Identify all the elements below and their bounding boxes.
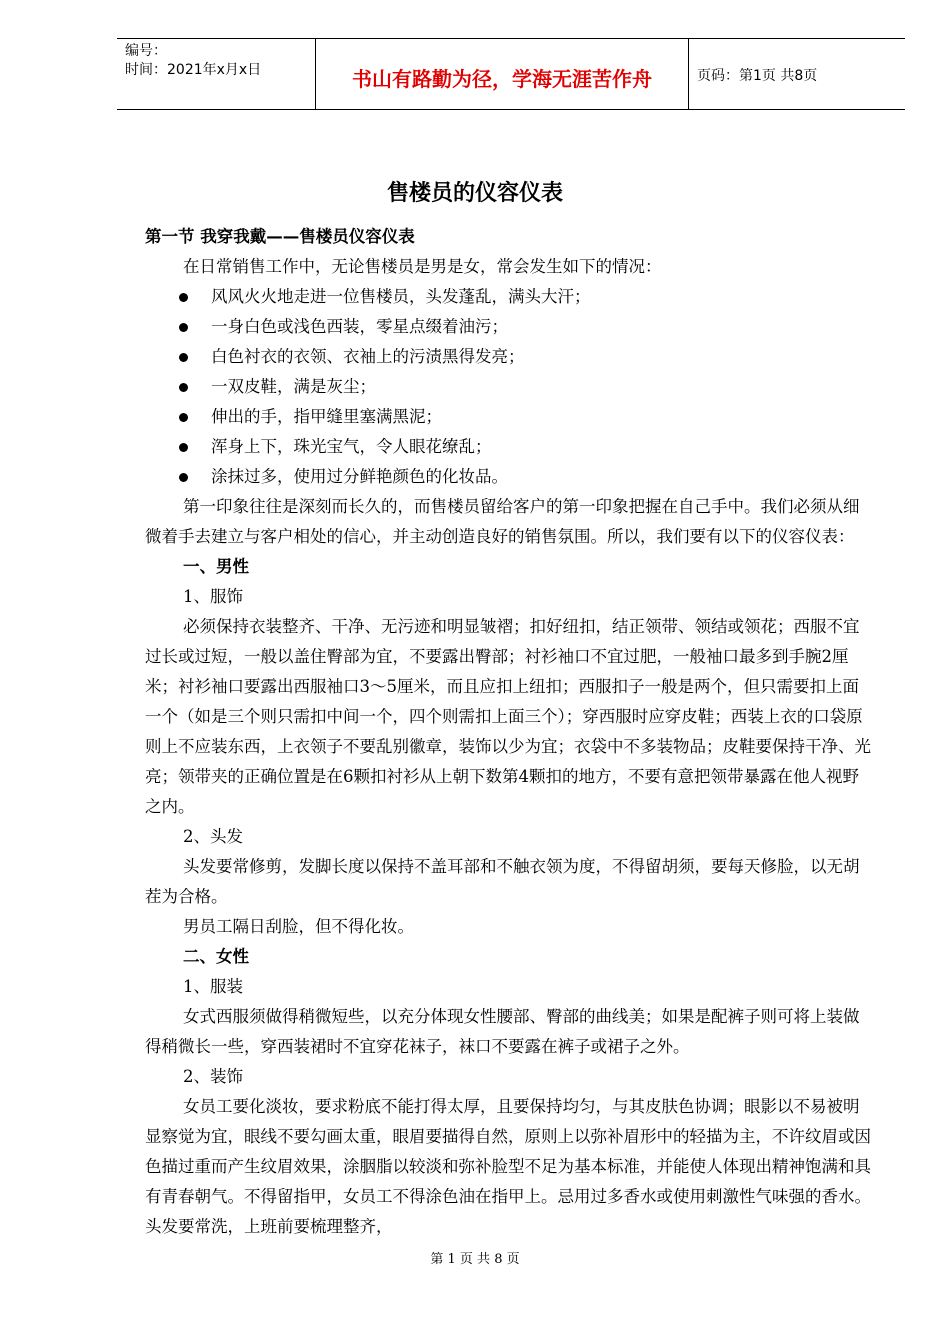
header-meta	[117, 39, 315, 109]
female-accessory-heading: 2、装饰	[183, 1067, 243, 1086]
page-footer: 第 1 页 共 8 页	[430, 1252, 520, 1267]
motto: 书山有路勤为径，学海无涯苦作舟	[352, 67, 652, 91]
document-title: 售楼员的仪容仪表	[386, 181, 563, 206]
list-item: 白色衬衣的衣领、衣袖上的污渍黑得发亮；	[145, 342, 875, 372]
page-info: 页码：第1页 共8页	[697, 68, 818, 84]
male-clothing-heading: 1、服饰	[183, 587, 243, 606]
male-shave-paragraph: 男员工隔日刮脸，但不得化妆。	[183, 917, 414, 936]
bullet-icon	[179, 473, 188, 482]
female-clothing-heading: 1、服装	[183, 977, 243, 996]
male-hair-paragraph: 头发要常修剪，发脚长度以保持不盖耳部和不触衣领为度，不得留胡须，要每天修脸，以无胡茬为合格。	[145, 857, 860, 906]
list-item: 涂抹过多，使用过分鲜艳颜色的化妆品。	[145, 462, 875, 492]
intro-paragraph: 在日常销售工作中，无论售楼员是男是女，常会发生如下的情况：	[183, 257, 662, 276]
list-item: 一身白色或浅色西装，零星点缀着油污；	[145, 312, 875, 342]
male-heading: 一、男性	[183, 557, 249, 576]
male-clothing-paragraph: 必须保持衣装整齐、干净、无污迹和明显皱褶；扣好纽扣，结正领带、领结或领花；西服不宜过长或过短，一般以盖住臀部为宜，不要露出臀部；衬衫袖口不宜过肥，一般袖口最多到手腕2厘米；衬衫袖口要露出西服袖口3～5厘米，而且应扣上纽扣；西服扣子一般是两个，但只需要扣上面一个（如是三个则只需扣中间一个，四个则需扣上面三个）；穿西服时应穿皮鞋；西装上衣的口袋原则上不应装东西，上衣领子不要乱别徽章，装饰以少为宜；衣袋中不多装物品；皮鞋要保持干净、光亮；领带夹的正确位置是在6颗扣衬衫从上朝下数第4颗扣的地方，不要有意把领带暴露在他人视野之内。	[145, 617, 871, 816]
bullet-icon	[179, 443, 188, 452]
bullet-icon	[179, 353, 188, 362]
time-label: 时间：2021年x月x日	[125, 62, 262, 78]
female-heading: 二、女性	[183, 947, 249, 966]
page-header	[117, 38, 905, 110]
number-label: 编号：	[125, 43, 167, 59]
list-item: 伸出的手，指甲缝里塞满黑泥；	[145, 402, 875, 432]
list-item: 一双皮鞋，满是灰尘；	[145, 372, 875, 402]
bullet-icon	[179, 413, 188, 422]
list-item: 浑身上下，珠光宝气，令人眼花缭乱；	[145, 432, 875, 462]
document-body	[145, 222, 875, 1242]
female-accessory-paragraph: 女员工要化淡妆，要求粉底不能打得太厚，且要保持均匀，与其皮肤色协调；眼影以不易被明显察觉为宜，眼线不要勾画太重，眼眉要描得自然，原则上以弥补眉形中的轻描为主，不许纹眉或因色描过重而产生纹眉效果，涂胭脂以较淡和弥补脸型不足为基本标准，并能使人体现出精神饱满和具有青春朝气。不得留指甲，女员工不得涂色油在指甲上。忌用过多香水或使用刺激性气味强的香水。头发要常洗，上班前要梳理整齐，	[145, 1097, 871, 1236]
list-item: 风风火火地走进一位售楼员，头发蓬乱，满头大汗；	[145, 282, 875, 312]
female-clothing-paragraph: 女式西服须做得稍微短些，以充分体现女性腰部、臀部的曲线美；如果是配裤子则可将上装做得稍微长一些，穿西装裙时不宜穿花袜子，袜口不要露在裤子或裙子之外。	[145, 1007, 860, 1056]
bullet-icon	[179, 293, 188, 302]
header-motto-cell	[315, 39, 689, 109]
section-heading: 第一节 我穿我戴——售楼员仪容仪表	[145, 227, 415, 246]
male-hair-heading: 2、头发	[183, 827, 243, 846]
bullet-icon	[179, 383, 188, 392]
impression-paragraph: 第一印象往往是深刻而长久的，而售楼员留给客户的第一印象把握在自己手中。我们必须从细微着手去建立与客户相处的信心，并主动创造良好的销售氛围。所以，我们要有以下的仪容仪表：	[145, 497, 860, 546]
bullet-icon	[179, 323, 188, 332]
